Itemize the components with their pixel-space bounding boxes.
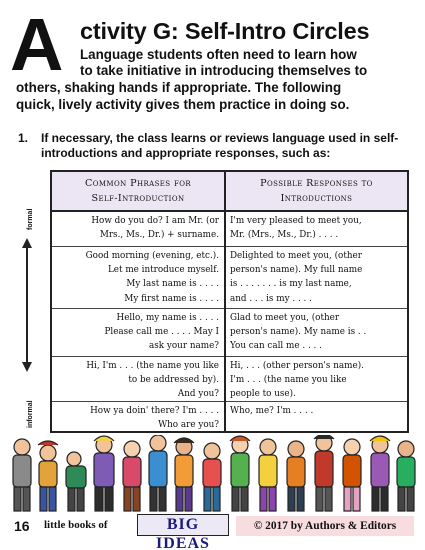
response-cell <box>230 247 406 306</box>
step-text: If necessary, the class learns or reviews language used in self-introductions and appropriate responses, such as: <box>41 131 399 160</box>
table-row <box>52 212 407 247</box>
response-cell <box>230 402 406 418</box>
intro-line-4: quick, lively activity gives them practice in doing so. <box>16 97 350 112</box>
crowd-illustration <box>8 435 417 515</box>
header-left-line-2: Self-Introduction <box>91 193 185 204</box>
arrow-up-icon <box>22 238 32 248</box>
series-prefix: little books of <box>44 519 108 531</box>
phrase-cell <box>56 212 219 242</box>
scale-label-formal: formal <box>27 208 34 230</box>
step-number: 1. <box>18 131 29 145</box>
response-line: I'm . . . (the name you like <box>230 375 347 386</box>
phrase-line: Let me introduce myself. <box>107 265 219 276</box>
intro-line-3: others, shaking hands if appropriate. The following <box>16 80 342 95</box>
response-line: is . . . . . . . is my last name, <box>230 279 352 290</box>
table-row <box>52 357 407 402</box>
table-row <box>52 402 407 432</box>
response-line: person's name). My name is . . <box>230 327 367 338</box>
phrase-line: Please call me . . . . May I <box>104 327 219 338</box>
response-cell <box>230 357 406 402</box>
scale-label-informal: informal <box>27 400 34 428</box>
response-line: people to use). <box>230 389 296 400</box>
response-cell <box>230 309 406 354</box>
header-common-phrases <box>52 172 224 210</box>
intro-line-2: to take initiative in introducing themselves to <box>80 63 368 78</box>
title-dropcap: A <box>10 3 64 86</box>
scale-line <box>26 245 28 365</box>
header-right-line-1: Possible Responses to <box>260 178 373 189</box>
response-line: Who, me? I'm . . . . <box>230 406 314 416</box>
phrase-line: Hello, my name is . . . . <box>116 313 219 323</box>
phrase-cell <box>56 402 219 432</box>
phrase-line: Mrs., Ms., Dr.) + surname. <box>99 230 219 241</box>
response-line: Delighted to meet you, (other <box>230 251 362 261</box>
phrase-cell <box>56 309 219 354</box>
phrase-line: How ya doin' there? I'm . . . . <box>90 406 219 416</box>
phrase-line: Good morning (evening, etc.). <box>85 251 219 261</box>
table-row <box>52 309 407 357</box>
response-line: Hi, . . . (other person's name). <box>230 361 364 371</box>
header-right-line-2: Introductions <box>280 193 353 204</box>
phrase-line: And you? <box>177 389 219 400</box>
intro-line-1: Language students often need to learn how <box>80 47 357 62</box>
formality-scale <box>18 170 46 433</box>
page-footer <box>0 512 425 550</box>
phrase-line: ask your name? <box>149 341 219 352</box>
column-divider <box>224 172 226 431</box>
response-cell <box>230 212 406 242</box>
phrase-cell <box>56 357 219 402</box>
header-possible-responses <box>226 172 407 210</box>
phrase-cell <box>56 247 219 306</box>
phrase-line: My first name is . . . . <box>124 293 219 304</box>
phrase-line: How do you do? I am Mr. (or <box>91 216 219 226</box>
table-row <box>52 247 407 309</box>
table-header <box>52 172 407 212</box>
response-line: I'm very pleased to meet you, <box>230 216 362 226</box>
phrase-line: to be addressed by). <box>128 375 219 386</box>
phrases-table <box>50 170 409 433</box>
page-title: ctivity G: Self-Intro Circles <box>80 18 370 44</box>
header-left-line-1: Common Phrases for <box>84 178 192 189</box>
response-line: Glad to meet you, (other <box>230 313 340 323</box>
phrase-line: My last name is . . . . <box>126 279 219 290</box>
response-line: You can call me . . . . <box>230 341 322 352</box>
phrase-line: Who are you? <box>158 420 219 431</box>
arrow-down-icon <box>22 362 32 372</box>
page-number: 16 <box>14 518 30 534</box>
copyright-notice: © 2017 by Authors & Editors <box>236 516 414 536</box>
response-line: and . . . is my . . . . <box>230 293 312 304</box>
response-line: Mr. (Mrs., Ms., Dr.) . . . . <box>230 230 339 241</box>
response-line: person's name). My full name <box>230 265 363 276</box>
phrase-line: Hi, I'm . . . (the name you like <box>86 361 219 371</box>
series-logo: BIG IDEAS <box>137 514 229 536</box>
